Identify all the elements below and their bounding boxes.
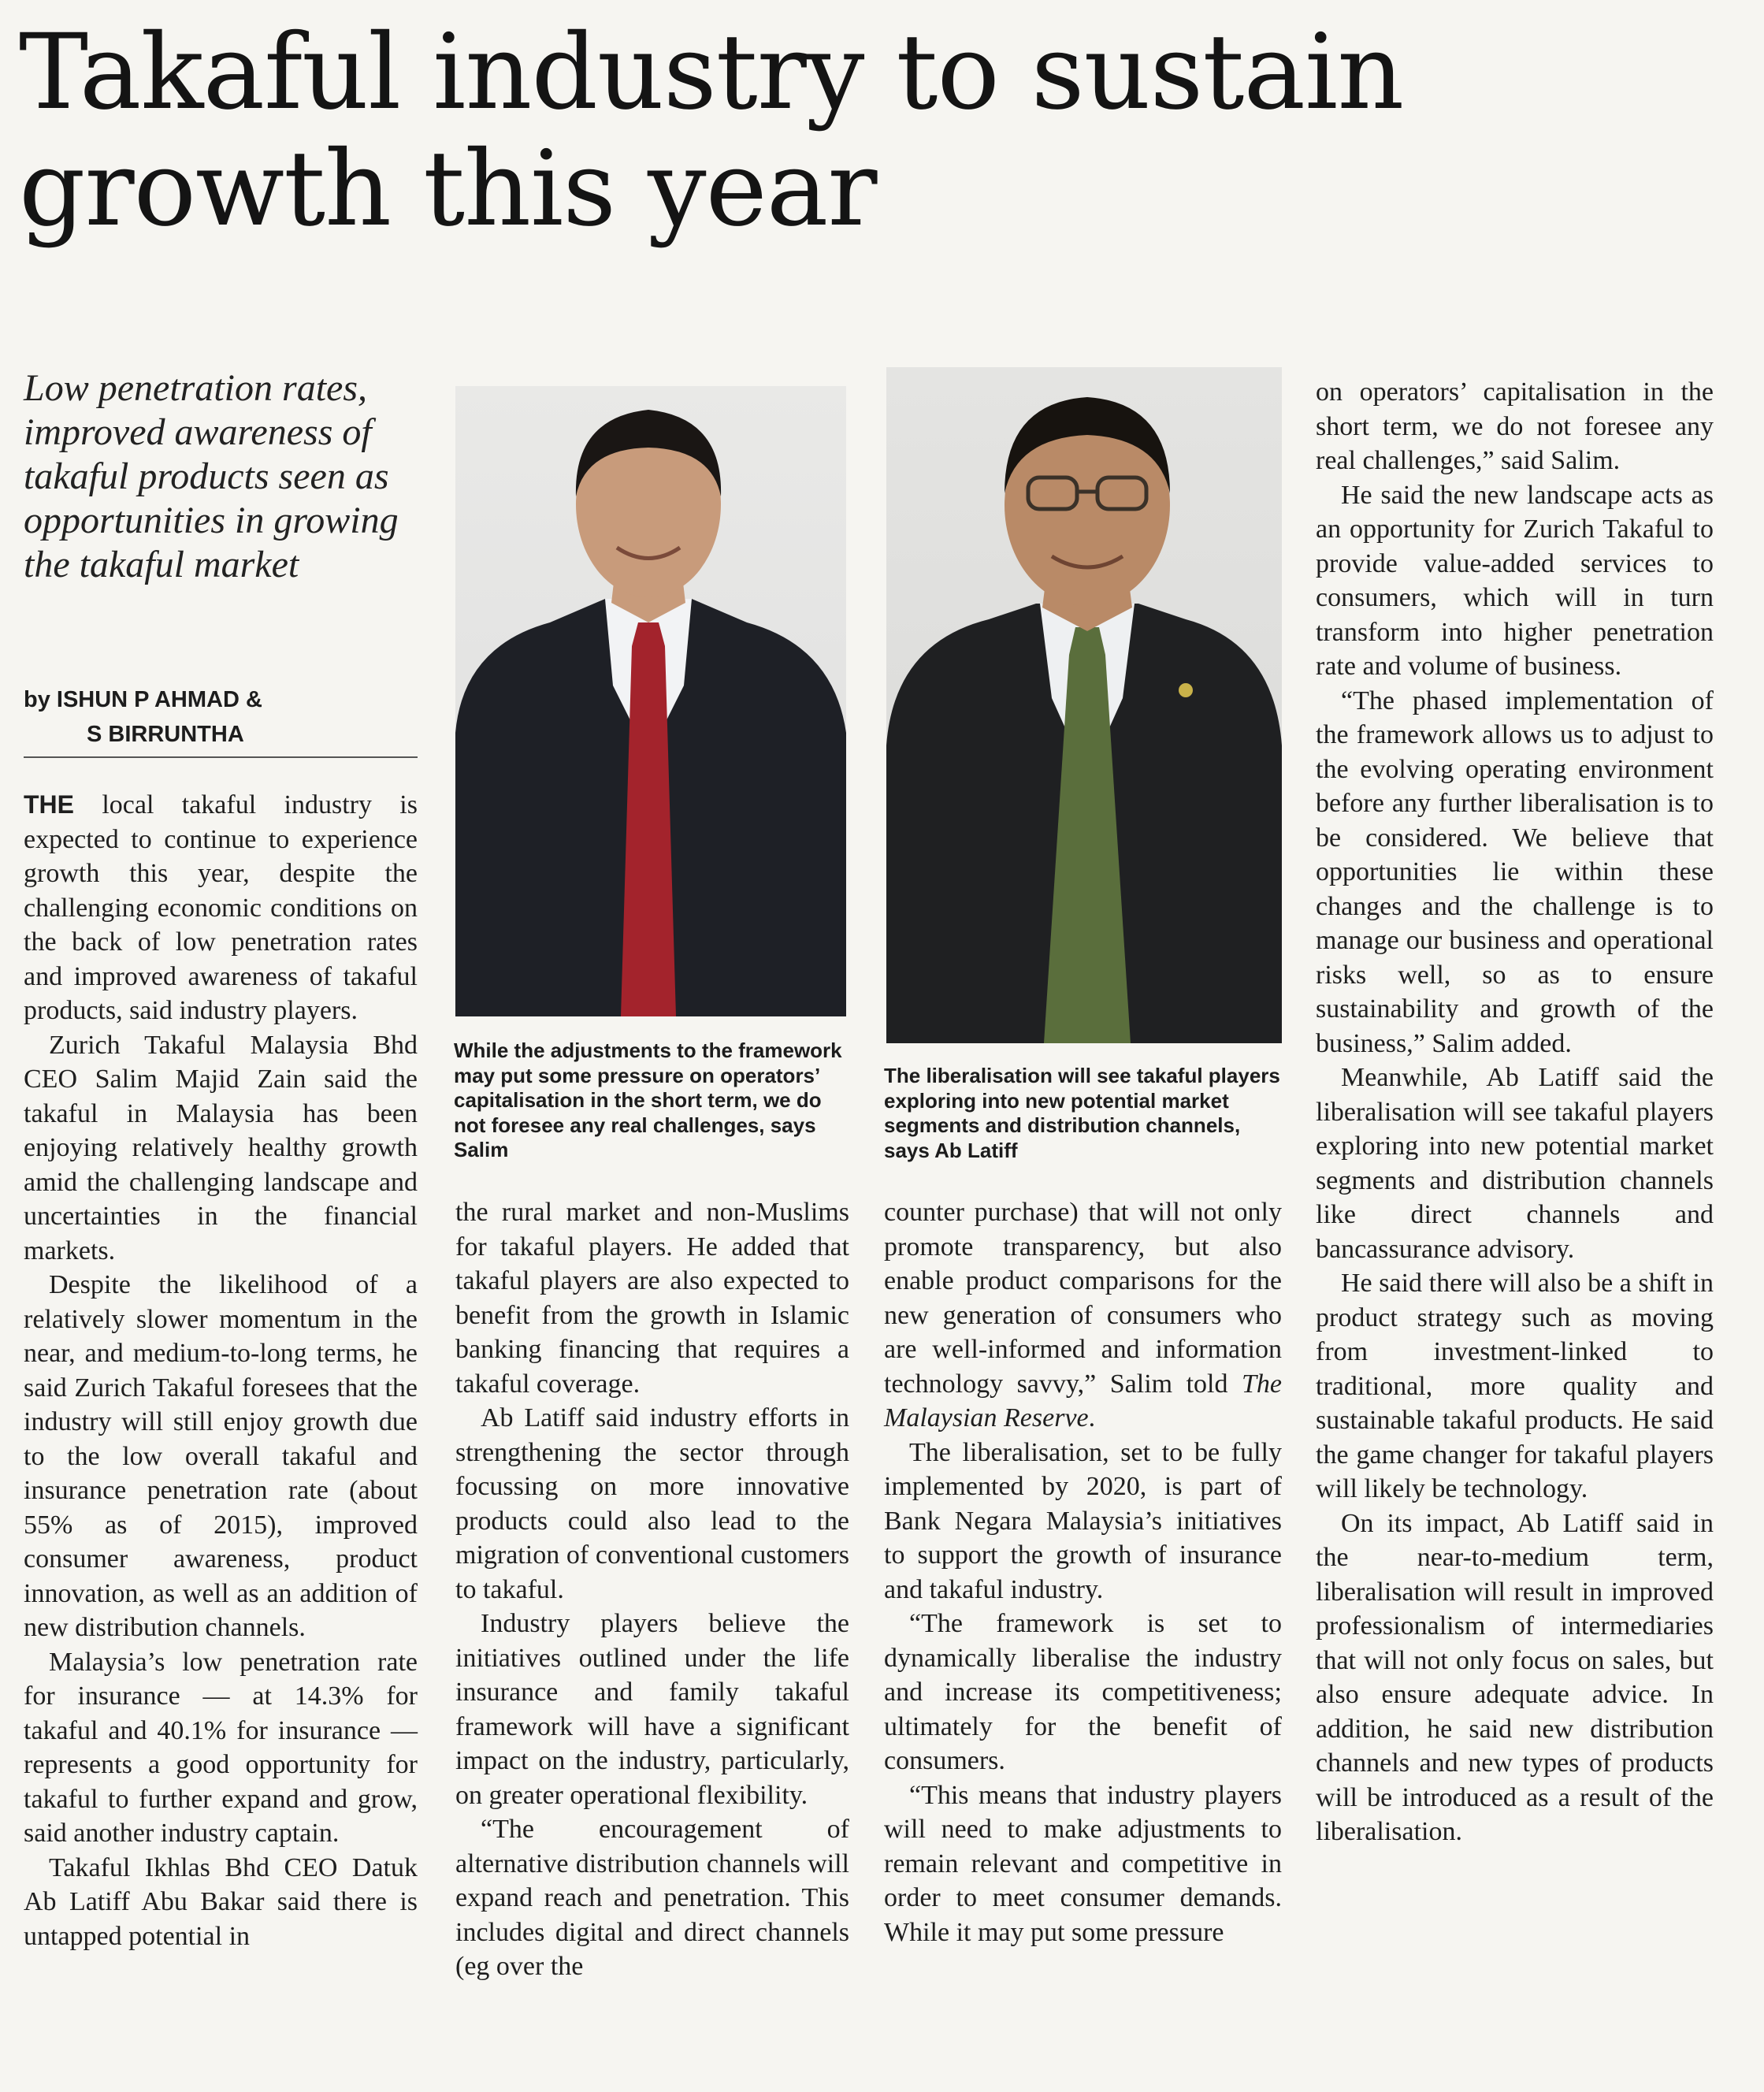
body-column-1 — [24, 788, 418, 1953]
lapel-pin — [1179, 683, 1193, 697]
body-paragraph: the rural market and non-Muslims for takaful players. He added that takaful players are also expected to benefit from the growth in Islamic banking financing that requires a takaful coverage. — [455, 1198, 849, 1399]
body-column-3 — [884, 1195, 1282, 1949]
paragraph-text: local takaful industry is expected to continue to experience growth this year, despite the challenging economic conditions on the back of low penetration rates and improved awareness of takaful products, said industry players. — [24, 790, 418, 1025]
body-paragraph: He said the new landscape acts as an opportunity for Zurich Takaful to provide value-added services to consumers, which will in turn transform into higher penetration rate and volume of business. — [1316, 480, 1714, 681]
photo-caption-2: The liberalisation will see takaful players exploring into new potential market segments and distribution channels, says Ab Latiff — [884, 1064, 1280, 1162]
standfirst: Low penetration rates, improved awareness of takaful products seen as opportunities in growing the takaful market — [24, 367, 399, 585]
body-paragraph: Takaful Ikhlas Bhd CEO Datuk Ab Latiff Abu Bakar said there is untapped potential in — [24, 1852, 418, 1951]
portrait-photo-salim — [455, 386, 846, 1016]
body-paragraph: He said there will also be a shift in product strategy such as moving from investment-linked to traditional, more quality and sustainable takaful products. He said the game changer for takaful players will likely be technology. — [1316, 1269, 1714, 1503]
body-paragraph: Zurich Takaful Malaysia Bhd CEO Salim Majid Zain said the takaful in Malaysia has been enjoying relatively healthy growth amid the challenging landscape and uncertainties in the financial markets. — [24, 1030, 418, 1265]
body-paragraph: on operators’ capitalisation in the short term, we do not foresee any real challenges,” said Salim. — [1316, 377, 1714, 475]
portrait-figure-1 — [455, 386, 846, 1016]
body-paragraph: “This means that industry players will need to make adjustments to remain relevant and competitive in order to meet consumer demands. While it may put some pressure — [884, 1780, 1282, 1947]
paragraph-text: . — [1088, 1403, 1096, 1432]
body-paragraph — [884, 1195, 1282, 1436]
lead-in: THE — [24, 790, 74, 819]
byline — [24, 682, 418, 752]
portrait-photo-ab-latiff — [886, 367, 1282, 1043]
body-paragraph: The liberalisation, set to be fully implemented by 2020, is part of Bank Negara Malaysia’s initiatives to support the growth of insurance and takaful industry. — [884, 1437, 1282, 1604]
byline-divider — [24, 756, 418, 758]
body-paragraph: “The encouragement of alternative distribution channels will expand reach and penetration. This includes digital and direct channels (eg over the — [455, 1815, 849, 1981]
body-paragraph: Malaysia’s low penetration rate for insurance — at 14.3% for takaful and 40.1% for insurance — represents a good opportunity for takaful to further expand and grow, said another industry captain. — [24, 1647, 418, 1848]
portrait-figure-2 — [886, 367, 1282, 1043]
body-paragraph: Ab Latiff said industry efforts in strengthening the sector through focussing on more innovative products could also lead to the migration of conventional customers to takaful. — [455, 1403, 849, 1604]
byline-line-2: S BIRRUNTHA — [87, 722, 244, 747]
publication-name: The Malaysian Reserve — [884, 1369, 1282, 1432]
body-paragraph: “The phased implementation of the framework allows us to adjust to the evolving operating environment before any further liberalisation is to be considered. We believe that opportunities lie within these changes and the challenge is to manage our business and operational risks well, so as to ensure sustainability and growth of the business,” Salim added. — [1316, 686, 1714, 1058]
body-paragraph — [24, 788, 418, 1028]
body-paragraph: Meanwhile, Ab Latiff said the liberalisation will see takaful players exploring into new potential market segments and distribution channels like direct channels and bancassurance advisory. — [1316, 1063, 1714, 1264]
body-paragraph: “The framework is set to dynamically liberalise the industry and increase its competitiveness; ultimately for the benefit of consumers. — [884, 1609, 1282, 1775]
paragraph-text: counter purchase) that will not only promote transparency, but also enable product comparisons for the new generation of consumers who are well-informed and information technology savvy,” Salim told — [884, 1198, 1282, 1399]
photo-caption-1: While the adjustments to the framework may put some pressure on operators’ capitalisation in the short term, we do not foresee any real challenges, says Salim — [454, 1039, 842, 1161]
headline: Takaful industry to sustain growth this year — [19, 12, 1404, 250]
body-paragraph: Despite the likelihood of a relatively slower momentum in the near, and medium-to-long terms, he said Zurich Takaful foresees that the industry will still enjoy growth due to the low overall takaful and insurance penetration rate (about 55% as of 2015), improved consumer awareness, product innovation, as well as an addition of new distribution channels. — [24, 1270, 418, 1642]
body-column-4 — [1316, 375, 1714, 1849]
body-paragraph: On its impact, Ab Latiff said in the near-to-medium term, liberalisation will result in improved professionalism of intermediaries that will not only focus on sales, but also ensure adequate advice. In addition, he said new distribution channels and new types of products will be introduced as a result of the liberalisation. — [1316, 1508, 1714, 1846]
byline-line-1: by ISHUN P AHMAD & — [24, 687, 262, 712]
body-paragraph: Industry players believe the initiatives outlined under the life insurance and family takaful framework will have a significant impact on the industry, particularly, on greater operational flexibility. — [455, 1609, 849, 1810]
body-column-2 — [455, 1195, 849, 1984]
